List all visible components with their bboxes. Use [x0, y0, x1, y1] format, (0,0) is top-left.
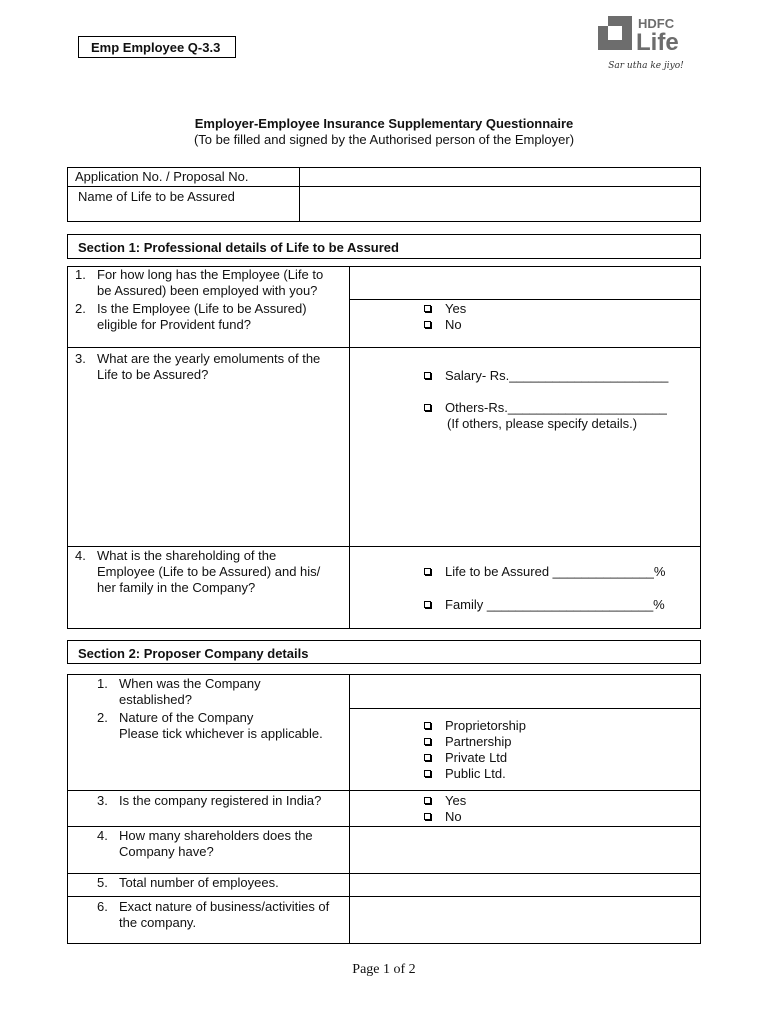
s2-q4-text-line2: Company have? — [119, 844, 214, 859]
s1-q3-text-line1: What are the yearly emoluments of the — [97, 351, 321, 366]
section1-heading: Section 1: Professional details of Life to be Assured — [78, 240, 399, 255]
s1-q3-others-note: (If others, please specify details.) — [447, 416, 638, 431]
s1-q4-text-line2: Employee (Life to be Assured) and his/ — [97, 564, 321, 579]
s2-q5-text-line1: Total number of employees. — [119, 875, 279, 890]
s1-q3-number: 3. — [75, 351, 86, 366]
s2-q1-text-line1: When was the Company — [119, 676, 261, 691]
s1-q2-text-line1: Is the Employee (Life to be Assured) — [97, 301, 307, 316]
name-of-life-label: Name of Life to be Assured — [78, 189, 235, 204]
s2-q1-text-line2: established? — [119, 692, 192, 707]
s1-q2-number: 2. — [75, 301, 86, 316]
s2-q6-text-line2: the company. — [119, 915, 197, 930]
s2-q2-option-partnership[interactable]: Partnership — [424, 734, 511, 750]
s2-q2-option-public-ltd[interactable]: Public Ltd. — [424, 766, 506, 782]
checkbox-icon[interactable] — [424, 754, 431, 761]
s1-q4-text-line1: What is the shareholding of the — [97, 548, 277, 563]
s1-q4-text-line3: her family in the Company? — [97, 580, 256, 595]
checkbox-icon[interactable] — [424, 813, 431, 820]
checkbox-icon[interactable] — [424, 404, 431, 411]
s2-q2-text-line1: Nature of the Company — [119, 710, 254, 725]
checkbox-icon[interactable] — [424, 601, 431, 608]
s2-q3-option-no[interactable]: No — [424, 809, 462, 825]
s1-q4-number: 4. — [75, 548, 86, 563]
s1-q1-answer-field[interactable] — [351, 268, 699, 298]
checkbox-icon[interactable] — [424, 797, 431, 804]
application-number-label: Application No. / Proposal No. — [75, 169, 249, 184]
s2-q1-answer-field[interactable] — [351, 676, 699, 707]
s2-q3-number: 3. — [97, 793, 108, 808]
s2-q4-text-line1: How many shareholders does the — [119, 828, 313, 843]
page-number: Page 1 of 2 — [352, 962, 416, 977]
form-code-box — [78, 36, 236, 58]
checkbox-icon[interactable] — [424, 568, 431, 575]
page-subtitle: (To be filled and signed by the Authorised person of the Employer) — [193, 132, 575, 147]
s2-q4-answer-field[interactable] — [351, 828, 699, 872]
s1-q2-option-yes[interactable]: Yes — [424, 301, 466, 317]
checkbox-icon[interactable] — [424, 722, 431, 729]
checkbox-icon[interactable] — [424, 305, 431, 312]
s2-q2-option-proprietorship[interactable]: Proprietorship — [424, 718, 526, 734]
s1-q4-option-life[interactable]: Life to be Assured ______________% — [424, 564, 665, 580]
s2-q3-option-yes[interactable]: Yes — [424, 793, 466, 809]
s1-q4-option-family[interactable]: Family _______________________% — [424, 597, 665, 613]
s2-q2-text-line2: Please tick whichever is applicable. — [119, 726, 323, 741]
form-code: Emp Employee Q-3.3 — [91, 40, 221, 55]
hdfc-life-logo — [596, 14, 706, 74]
s2-q1-number: 1. — [97, 676, 108, 691]
checkbox-icon[interactable] — [424, 321, 431, 328]
logo-tagline: Sar utha ke jiyo! — [608, 61, 684, 71]
s2-q2-option-private-ltd[interactable]: Private Ltd — [424, 750, 507, 766]
s1-q1-text-line1: For how long has the Employee (Life to — [97, 267, 324, 282]
s1-q2-option-no[interactable]: No — [424, 317, 462, 333]
logo-mark-icon — [596, 14, 706, 64]
logo-word: Life — [636, 29, 679, 56]
s2-q5-answer-field[interactable] — [351, 875, 699, 895]
s1-q3-option-salary[interactable]: Salary- Rs.______________________ — [424, 368, 668, 384]
application-number-field[interactable] — [301, 168, 699, 185]
s1-q3-text-line2: Life to be Assured? — [97, 367, 209, 382]
s2-q6-text-line1: Exact nature of business/activities of — [119, 899, 330, 914]
s2-q4-number: 4. — [97, 828, 108, 843]
name-of-life-field[interactable] — [301, 188, 699, 220]
s1-q1-number: 1. — [75, 267, 86, 282]
s2-q6-number: 6. — [97, 899, 108, 914]
s2-q2-number: 2. — [97, 710, 108, 725]
checkbox-icon[interactable] — [424, 372, 431, 379]
checkbox-icon[interactable] — [424, 770, 431, 777]
s2-q3-text-line1: Is the company registered in India? — [119, 793, 322, 808]
page-title: Employer-Employee Insurance Supplementary Questionnaire — [194, 116, 574, 131]
s1-q3-option-others[interactable]: Others-Rs.______________________ — [424, 400, 667, 416]
logo-brand: HDFC — [638, 16, 675, 31]
s1-q1-text-line2: be Assured) been employed with you? — [97, 283, 318, 298]
s2-q6-answer-field[interactable] — [351, 898, 699, 942]
checkbox-icon[interactable] — [424, 738, 431, 745]
s1-q2-text-line2: eligible for Provident fund? — [97, 317, 251, 332]
section2-heading: Section 2: Proposer Company details — [78, 646, 309, 661]
s2-q5-number: 5. — [97, 875, 108, 890]
